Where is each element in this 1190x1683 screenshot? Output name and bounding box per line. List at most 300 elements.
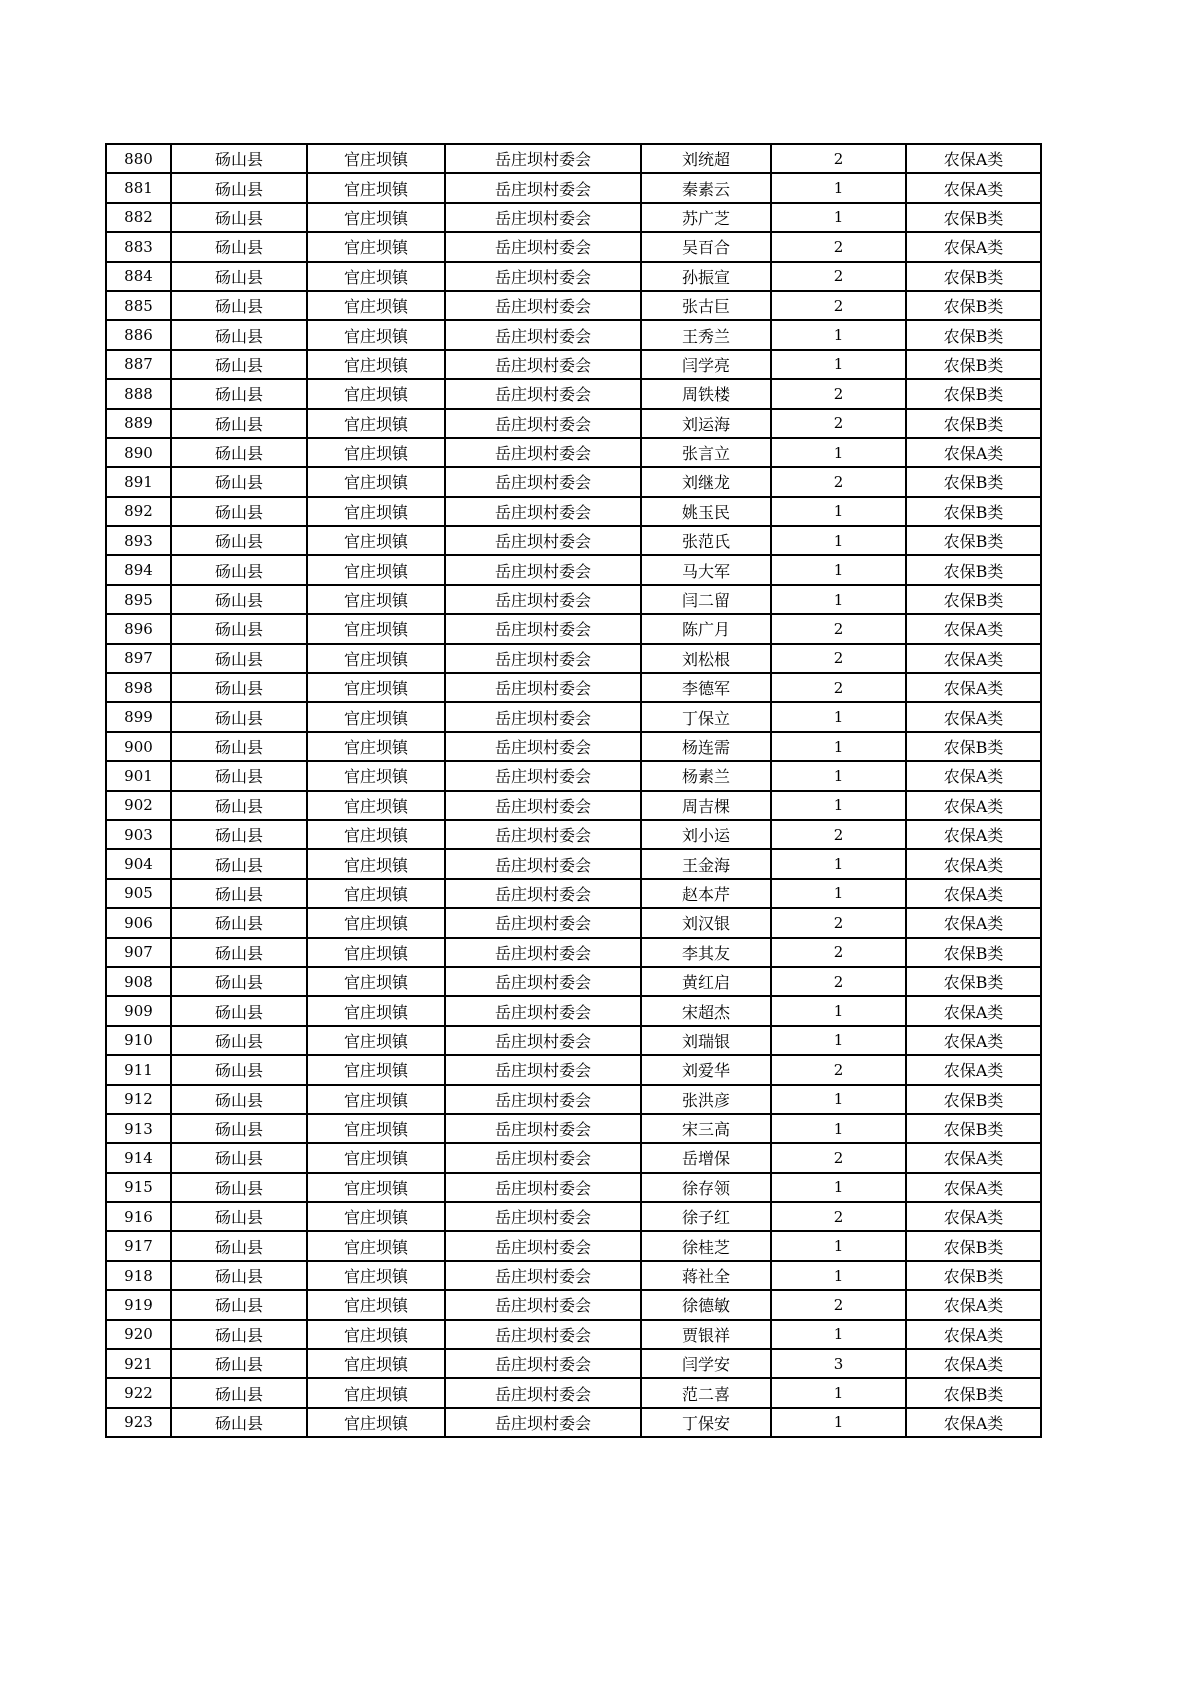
cell-seq: 893 bbox=[106, 526, 171, 555]
cell-count: 1 bbox=[771, 1026, 906, 1055]
table-row bbox=[106, 614, 1041, 643]
cell-category: 农保B类 bbox=[906, 262, 1041, 291]
cell-name: 岳增保 bbox=[641, 1143, 771, 1172]
cell-town: 官庄坝镇 bbox=[307, 673, 445, 702]
cell-category: 农保A类 bbox=[906, 879, 1041, 908]
cell-seq: 896 bbox=[106, 614, 171, 643]
cell-category: 农保A类 bbox=[906, 908, 1041, 937]
cell-village: 岳庄坝村委会 bbox=[445, 820, 641, 849]
table-row bbox=[106, 144, 1041, 173]
cell-seq: 907 bbox=[106, 938, 171, 967]
table-row bbox=[106, 409, 1041, 438]
cell-county: 砀山县 bbox=[171, 350, 307, 379]
cell-count: 2 bbox=[771, 908, 906, 937]
cell-village: 岳庄坝村委会 bbox=[445, 350, 641, 379]
cell-town: 官庄坝镇 bbox=[307, 791, 445, 820]
cell-count: 1 bbox=[771, 438, 906, 467]
cell-county: 砀山县 bbox=[171, 291, 307, 320]
table-row bbox=[106, 673, 1041, 702]
cell-name: 宋超杰 bbox=[641, 996, 771, 1025]
cell-village: 岳庄坝村委会 bbox=[445, 879, 641, 908]
cell-name: 黄红启 bbox=[641, 967, 771, 996]
cell-name: 蒋社全 bbox=[641, 1261, 771, 1290]
cell-village: 岳庄坝村委会 bbox=[445, 1085, 641, 1114]
cell-count: 2 bbox=[771, 1202, 906, 1231]
cell-county: 砀山县 bbox=[171, 1320, 307, 1349]
cell-village: 岳庄坝村委会 bbox=[445, 1173, 641, 1202]
cell-county: 砀山县 bbox=[171, 879, 307, 908]
cell-count: 2 bbox=[771, 938, 906, 967]
table-row bbox=[106, 526, 1041, 555]
cell-seq: 923 bbox=[106, 1408, 171, 1437]
cell-county: 砀山县 bbox=[171, 1173, 307, 1202]
cell-county: 砀山县 bbox=[171, 996, 307, 1025]
cell-category: 农保B类 bbox=[906, 585, 1041, 614]
cell-seq: 888 bbox=[106, 379, 171, 408]
cell-town: 官庄坝镇 bbox=[307, 350, 445, 379]
cell-count: 1 bbox=[771, 1231, 906, 1260]
cell-county: 砀山县 bbox=[171, 203, 307, 232]
cell-town: 官庄坝镇 bbox=[307, 820, 445, 849]
cell-category: 农保A类 bbox=[906, 1173, 1041, 1202]
roster-table-body bbox=[106, 144, 1041, 1437]
table-row bbox=[106, 555, 1041, 584]
cell-seq: 883 bbox=[106, 232, 171, 261]
cell-village: 岳庄坝村委会 bbox=[445, 1320, 641, 1349]
cell-village: 岳庄坝村委会 bbox=[445, 379, 641, 408]
cell-category: 农保A类 bbox=[906, 1202, 1041, 1231]
cell-town: 官庄坝镇 bbox=[307, 526, 445, 555]
cell-county: 砀山县 bbox=[171, 761, 307, 790]
cell-village: 岳庄坝村委会 bbox=[445, 614, 641, 643]
cell-count: 2 bbox=[771, 232, 906, 261]
cell-town: 官庄坝镇 bbox=[307, 1026, 445, 1055]
cell-category: 农保A类 bbox=[906, 232, 1041, 261]
cell-count: 2 bbox=[771, 614, 906, 643]
cell-county: 砀山县 bbox=[171, 1085, 307, 1114]
cell-name: 周吉棵 bbox=[641, 791, 771, 820]
cell-town: 官庄坝镇 bbox=[307, 996, 445, 1025]
cell-category: 农保B类 bbox=[906, 409, 1041, 438]
cell-county: 砀山县 bbox=[171, 967, 307, 996]
cell-seq: 906 bbox=[106, 908, 171, 937]
cell-county: 砀山县 bbox=[171, 1055, 307, 1084]
cell-count: 1 bbox=[771, 1085, 906, 1114]
cell-seq: 904 bbox=[106, 849, 171, 878]
cell-town: 官庄坝镇 bbox=[307, 1114, 445, 1143]
cell-category: 农保A类 bbox=[906, 1408, 1041, 1437]
cell-count: 1 bbox=[771, 203, 906, 232]
cell-category: 农保B类 bbox=[906, 467, 1041, 496]
cell-county: 砀山县 bbox=[171, 409, 307, 438]
cell-count: 2 bbox=[771, 409, 906, 438]
cell-town: 官庄坝镇 bbox=[307, 614, 445, 643]
table-row bbox=[106, 791, 1041, 820]
cell-town: 官庄坝镇 bbox=[307, 702, 445, 731]
cell-seq: 902 bbox=[106, 791, 171, 820]
cell-seq: 908 bbox=[106, 967, 171, 996]
cell-seq: 892 bbox=[106, 497, 171, 526]
cell-name: 徐子红 bbox=[641, 1202, 771, 1231]
cell-count: 1 bbox=[771, 761, 906, 790]
cell-town: 官庄坝镇 bbox=[307, 849, 445, 878]
cell-count: 2 bbox=[771, 1143, 906, 1172]
cell-count: 1 bbox=[771, 879, 906, 908]
cell-town: 官庄坝镇 bbox=[307, 879, 445, 908]
table-row bbox=[106, 1202, 1041, 1231]
cell-seq: 887 bbox=[106, 350, 171, 379]
table-row bbox=[106, 879, 1041, 908]
cell-village: 岳庄坝村委会 bbox=[445, 791, 641, 820]
table-row bbox=[106, 291, 1041, 320]
cell-county: 砀山县 bbox=[171, 1026, 307, 1055]
cell-seq: 881 bbox=[106, 173, 171, 202]
cell-seq: 898 bbox=[106, 673, 171, 702]
cell-village: 岳庄坝村委会 bbox=[445, 526, 641, 555]
cell-seq: 916 bbox=[106, 1202, 171, 1231]
cell-seq: 909 bbox=[106, 996, 171, 1025]
cell-village: 岳庄坝村委会 bbox=[445, 585, 641, 614]
cell-town: 官庄坝镇 bbox=[307, 1320, 445, 1349]
cell-count: 1 bbox=[771, 1173, 906, 1202]
cell-category: 农保B类 bbox=[906, 203, 1041, 232]
cell-village: 岳庄坝村委会 bbox=[445, 1290, 641, 1319]
cell-county: 砀山县 bbox=[171, 791, 307, 820]
cell-town: 官庄坝镇 bbox=[307, 203, 445, 232]
cell-count: 1 bbox=[771, 350, 906, 379]
cell-village: 岳庄坝村委会 bbox=[445, 1026, 641, 1055]
cell-count: 1 bbox=[771, 1320, 906, 1349]
cell-category: 农保A类 bbox=[906, 173, 1041, 202]
cell-count: 3 bbox=[771, 1349, 906, 1378]
cell-count: 2 bbox=[771, 144, 906, 173]
cell-village: 岳庄坝村委会 bbox=[445, 1055, 641, 1084]
cell-count: 1 bbox=[771, 996, 906, 1025]
cell-village: 岳庄坝村委会 bbox=[445, 761, 641, 790]
table-row bbox=[106, 1173, 1041, 1202]
cell-county: 砀山县 bbox=[171, 673, 307, 702]
cell-name: 王秀兰 bbox=[641, 320, 771, 349]
cell-village: 岳庄坝村委会 bbox=[445, 320, 641, 349]
cell-name: 刘运海 bbox=[641, 409, 771, 438]
table-row bbox=[106, 350, 1041, 379]
cell-county: 砀山县 bbox=[171, 262, 307, 291]
cell-seq: 922 bbox=[106, 1378, 171, 1407]
cell-name: 孙振宣 bbox=[641, 262, 771, 291]
cell-county: 砀山县 bbox=[171, 732, 307, 761]
cell-town: 官庄坝镇 bbox=[307, 1231, 445, 1260]
cell-town: 官庄坝镇 bbox=[307, 438, 445, 467]
cell-village: 岳庄坝村委会 bbox=[445, 908, 641, 937]
cell-count: 2 bbox=[771, 644, 906, 673]
cell-name: 刘松根 bbox=[641, 644, 771, 673]
cell-category: 农保A类 bbox=[906, 644, 1041, 673]
table-row bbox=[106, 585, 1041, 614]
cell-town: 官庄坝镇 bbox=[307, 173, 445, 202]
table-row bbox=[106, 644, 1041, 673]
cell-county: 砀山县 bbox=[171, 173, 307, 202]
cell-county: 砀山县 bbox=[171, 1408, 307, 1437]
cell-village: 岳庄坝村委会 bbox=[445, 673, 641, 702]
cell-name: 张范氏 bbox=[641, 526, 771, 555]
cell-name: 闫学安 bbox=[641, 1349, 771, 1378]
cell-seq: 889 bbox=[106, 409, 171, 438]
cell-count: 2 bbox=[771, 967, 906, 996]
cell-village: 岳庄坝村委会 bbox=[445, 232, 641, 261]
cell-category: 农保A类 bbox=[906, 614, 1041, 643]
roster-table bbox=[105, 143, 1042, 1438]
cell-town: 官庄坝镇 bbox=[307, 291, 445, 320]
table-row bbox=[106, 497, 1041, 526]
cell-town: 官庄坝镇 bbox=[307, 1173, 445, 1202]
cell-town: 官庄坝镇 bbox=[307, 409, 445, 438]
cell-category: 农保A类 bbox=[906, 1055, 1041, 1084]
cell-town: 官庄坝镇 bbox=[307, 1085, 445, 1114]
cell-seq: 886 bbox=[106, 320, 171, 349]
cell-name: 丁保安 bbox=[641, 1408, 771, 1437]
cell-town: 官庄坝镇 bbox=[307, 1055, 445, 1084]
cell-count: 1 bbox=[771, 1114, 906, 1143]
cell-town: 官庄坝镇 bbox=[307, 467, 445, 496]
cell-name: 刘统超 bbox=[641, 144, 771, 173]
cell-seq: 920 bbox=[106, 1320, 171, 1349]
cell-seq: 891 bbox=[106, 467, 171, 496]
cell-name: 丁保立 bbox=[641, 702, 771, 731]
cell-name: 姚玉民 bbox=[641, 497, 771, 526]
table-row bbox=[106, 1114, 1041, 1143]
table-row bbox=[106, 1055, 1041, 1084]
cell-name: 张洪彦 bbox=[641, 1085, 771, 1114]
cell-category: 农保B类 bbox=[906, 320, 1041, 349]
cell-county: 砀山县 bbox=[171, 1349, 307, 1378]
table-row bbox=[106, 967, 1041, 996]
cell-town: 官庄坝镇 bbox=[307, 555, 445, 584]
cell-category: 农保A类 bbox=[906, 144, 1041, 173]
cell-county: 砀山县 bbox=[171, 1114, 307, 1143]
cell-name: 赵本芹 bbox=[641, 879, 771, 908]
table-row bbox=[106, 908, 1041, 937]
cell-town: 官庄坝镇 bbox=[307, 262, 445, 291]
cell-town: 官庄坝镇 bbox=[307, 644, 445, 673]
table-row bbox=[106, 467, 1041, 496]
cell-seq: 885 bbox=[106, 291, 171, 320]
cell-county: 砀山县 bbox=[171, 938, 307, 967]
cell-category: 农保B类 bbox=[906, 1114, 1041, 1143]
cell-count: 2 bbox=[771, 1290, 906, 1319]
cell-name: 苏广芝 bbox=[641, 203, 771, 232]
cell-category: 农保B类 bbox=[906, 291, 1041, 320]
table-row bbox=[106, 702, 1041, 731]
cell-count: 1 bbox=[771, 849, 906, 878]
cell-village: 岳庄坝村委会 bbox=[445, 144, 641, 173]
cell-category: 农保A类 bbox=[906, 1290, 1041, 1319]
cell-village: 岳庄坝村委会 bbox=[445, 438, 641, 467]
cell-category: 农保B类 bbox=[906, 350, 1041, 379]
cell-village: 岳庄坝村委会 bbox=[445, 1261, 641, 1290]
cell-name: 范二喜 bbox=[641, 1378, 771, 1407]
cell-name: 徐存领 bbox=[641, 1173, 771, 1202]
cell-village: 岳庄坝村委会 bbox=[445, 1349, 641, 1378]
cell-seq: 903 bbox=[106, 820, 171, 849]
cell-seq: 919 bbox=[106, 1290, 171, 1319]
cell-count: 1 bbox=[771, 555, 906, 584]
table-row bbox=[106, 1085, 1041, 1114]
cell-town: 官庄坝镇 bbox=[307, 585, 445, 614]
cell-county: 砀山县 bbox=[171, 438, 307, 467]
table-row bbox=[106, 1349, 1041, 1378]
table-row bbox=[106, 232, 1041, 261]
cell-village: 岳庄坝村委会 bbox=[445, 497, 641, 526]
cell-name: 宋三高 bbox=[641, 1114, 771, 1143]
cell-count: 2 bbox=[771, 467, 906, 496]
table-row bbox=[106, 938, 1041, 967]
cell-village: 岳庄坝村委会 bbox=[445, 409, 641, 438]
table-row bbox=[106, 262, 1041, 291]
cell-seq: 900 bbox=[106, 732, 171, 761]
cell-town: 官庄坝镇 bbox=[307, 938, 445, 967]
cell-village: 岳庄坝村委会 bbox=[445, 1202, 641, 1231]
cell-category: 农保A类 bbox=[906, 820, 1041, 849]
table-row bbox=[106, 1320, 1041, 1349]
cell-count: 1 bbox=[771, 585, 906, 614]
cell-county: 砀山县 bbox=[171, 232, 307, 261]
cell-village: 岳庄坝村委会 bbox=[445, 996, 641, 1025]
cell-category: 农保B类 bbox=[906, 1231, 1041, 1260]
cell-town: 官庄坝镇 bbox=[307, 1202, 445, 1231]
cell-town: 官庄坝镇 bbox=[307, 1261, 445, 1290]
table-row bbox=[106, 379, 1041, 408]
cell-village: 岳庄坝村委会 bbox=[445, 1114, 641, 1143]
cell-town: 官庄坝镇 bbox=[307, 1290, 445, 1319]
cell-town: 官庄坝镇 bbox=[307, 1143, 445, 1172]
table-row bbox=[106, 1143, 1041, 1172]
cell-count: 2 bbox=[771, 1055, 906, 1084]
cell-seq: 895 bbox=[106, 585, 171, 614]
cell-category: 农保B类 bbox=[906, 1378, 1041, 1407]
cell-town: 官庄坝镇 bbox=[307, 232, 445, 261]
cell-county: 砀山县 bbox=[171, 497, 307, 526]
cell-name: 李德军 bbox=[641, 673, 771, 702]
table-row bbox=[106, 1026, 1041, 1055]
cell-seq: 897 bbox=[106, 644, 171, 673]
cell-category: 农保B类 bbox=[906, 555, 1041, 584]
cell-name: 闫学亮 bbox=[641, 350, 771, 379]
cell-category: 农保A类 bbox=[906, 1026, 1041, 1055]
cell-town: 官庄坝镇 bbox=[307, 967, 445, 996]
cell-county: 砀山县 bbox=[171, 1290, 307, 1319]
table-row bbox=[106, 173, 1041, 202]
cell-category: 农保A类 bbox=[906, 1349, 1041, 1378]
cell-seq: 911 bbox=[106, 1055, 171, 1084]
table-row bbox=[106, 996, 1041, 1025]
cell-name: 闫二留 bbox=[641, 585, 771, 614]
cell-county: 砀山县 bbox=[171, 526, 307, 555]
cell-count: 1 bbox=[771, 1408, 906, 1437]
table-row bbox=[106, 1261, 1041, 1290]
cell-count: 1 bbox=[771, 526, 906, 555]
cell-county: 砀山县 bbox=[171, 555, 307, 584]
cell-village: 岳庄坝村委会 bbox=[445, 1231, 641, 1260]
cell-name: 刘小运 bbox=[641, 820, 771, 849]
cell-name: 徐德敏 bbox=[641, 1290, 771, 1319]
cell-county: 砀山县 bbox=[171, 1143, 307, 1172]
cell-count: 1 bbox=[771, 173, 906, 202]
table-row bbox=[106, 761, 1041, 790]
cell-name: 秦素云 bbox=[641, 173, 771, 202]
cell-count: 2 bbox=[771, 379, 906, 408]
cell-category: 农保B类 bbox=[906, 1085, 1041, 1114]
cell-name: 张言立 bbox=[641, 438, 771, 467]
cell-village: 岳庄坝村委会 bbox=[445, 555, 641, 584]
cell-category: 农保A类 bbox=[906, 702, 1041, 731]
cell-village: 岳庄坝村委会 bbox=[445, 732, 641, 761]
cell-count: 1 bbox=[771, 1261, 906, 1290]
cell-seq: 901 bbox=[106, 761, 171, 790]
cell-seq: 910 bbox=[106, 1026, 171, 1055]
cell-category: 农保A类 bbox=[906, 791, 1041, 820]
cell-town: 官庄坝镇 bbox=[307, 320, 445, 349]
cell-seq: 912 bbox=[106, 1085, 171, 1114]
cell-village: 岳庄坝村委会 bbox=[445, 203, 641, 232]
cell-count: 2 bbox=[771, 262, 906, 291]
cell-category: 农保B类 bbox=[906, 967, 1041, 996]
cell-seq: 917 bbox=[106, 1231, 171, 1260]
cell-seq: 905 bbox=[106, 879, 171, 908]
cell-village: 岳庄坝村委会 bbox=[445, 1143, 641, 1172]
cell-seq: 880 bbox=[106, 144, 171, 173]
cell-name: 周铁楼 bbox=[641, 379, 771, 408]
cell-category: 农保A类 bbox=[906, 761, 1041, 790]
cell-category: 农保B类 bbox=[906, 497, 1041, 526]
cell-town: 官庄坝镇 bbox=[307, 1408, 445, 1437]
cell-county: 砀山县 bbox=[171, 702, 307, 731]
cell-village: 岳庄坝村委会 bbox=[445, 173, 641, 202]
cell-county: 砀山县 bbox=[171, 1202, 307, 1231]
cell-name: 李其友 bbox=[641, 938, 771, 967]
cell-town: 官庄坝镇 bbox=[307, 1378, 445, 1407]
cell-seq: 884 bbox=[106, 262, 171, 291]
cell-town: 官庄坝镇 bbox=[307, 144, 445, 173]
table-row bbox=[106, 1290, 1041, 1319]
cell-county: 砀山县 bbox=[171, 1231, 307, 1260]
cell-category: 农保B类 bbox=[906, 526, 1041, 555]
cell-name: 吴百合 bbox=[641, 232, 771, 261]
table-row bbox=[106, 849, 1041, 878]
cell-village: 岳庄坝村委会 bbox=[445, 644, 641, 673]
cell-town: 官庄坝镇 bbox=[307, 761, 445, 790]
table-row bbox=[106, 438, 1041, 467]
cell-name: 刘爱华 bbox=[641, 1055, 771, 1084]
cell-county: 砀山县 bbox=[171, 614, 307, 643]
cell-name: 杨素兰 bbox=[641, 761, 771, 790]
cell-county: 砀山县 bbox=[171, 820, 307, 849]
cell-county: 砀山县 bbox=[171, 849, 307, 878]
cell-category: 农保B类 bbox=[906, 732, 1041, 761]
cell-category: 农保B类 bbox=[906, 938, 1041, 967]
cell-village: 岳庄坝村委会 bbox=[445, 291, 641, 320]
cell-name: 陈广月 bbox=[641, 614, 771, 643]
cell-count: 1 bbox=[771, 732, 906, 761]
cell-village: 岳庄坝村委会 bbox=[445, 849, 641, 878]
cell-town: 官庄坝镇 bbox=[307, 379, 445, 408]
cell-category: 农保B类 bbox=[906, 379, 1041, 408]
cell-county: 砀山县 bbox=[171, 467, 307, 496]
cell-county: 砀山县 bbox=[171, 1261, 307, 1290]
cell-category: 农保A类 bbox=[906, 438, 1041, 467]
cell-category: 农保A类 bbox=[906, 996, 1041, 1025]
cell-count: 2 bbox=[771, 820, 906, 849]
cell-village: 岳庄坝村委会 bbox=[445, 967, 641, 996]
